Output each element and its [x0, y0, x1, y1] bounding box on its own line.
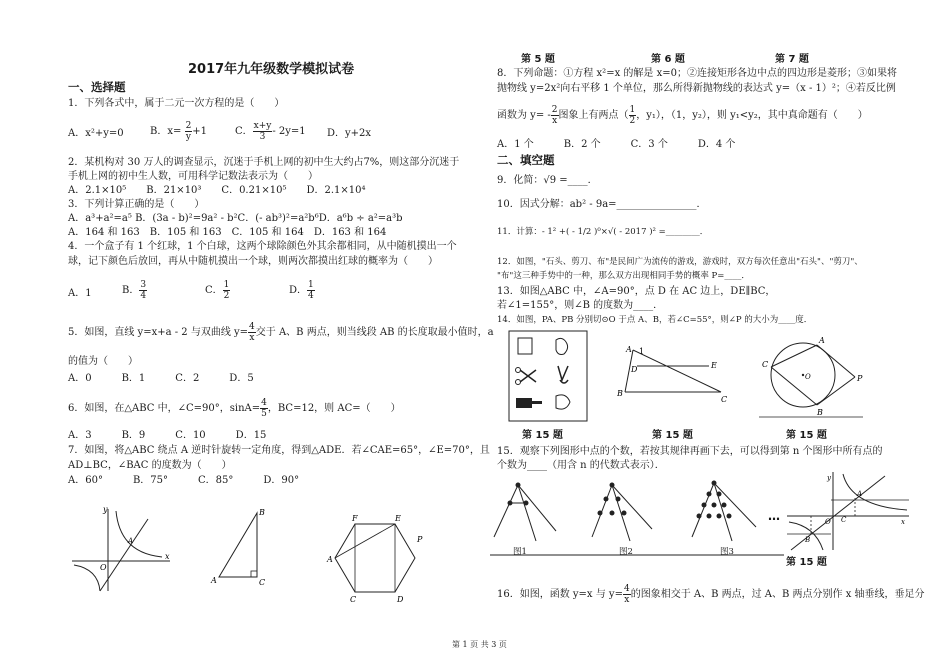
q4-c-fraction [223, 280, 231, 301]
caption-q6: 第 6 题 [651, 54, 685, 65]
q6-figure [205, 505, 275, 587]
q16-prefix: 16．如图，函数 y=x 与 y= [497, 589, 623, 600]
question-7-line-1: 7．如图，将△ABC 绕点 A 逆时针旋转一定角度，得到△ADE．若∠CAE=65°，∠E=70°，且 [68, 445, 490, 456]
dot-pattern-1 [494, 483, 556, 542]
question-15-line-2: 个数为____（用含 n 的代数式表示）． [497, 460, 665, 471]
q4-d-denominator: 4 [308, 291, 314, 301]
q4-b-numerator: 3 [140, 280, 147, 290]
q16-suffix: 的图象相交于 A、B 两点，过 A、B 两点分别作 x 轴垂线，垂足分 [630, 589, 925, 600]
q1-option-c [235, 121, 306, 142]
svg-text:C: C [350, 595, 357, 604]
svg-text:A: A [857, 490, 863, 498]
caption-q15: 第 15 题 [786, 557, 827, 568]
q1-option-a: A．x²+y=0 [68, 128, 124, 139]
question-2-line-2: 手机上网的初中生人数，可用科学记数法表示为（ ） [68, 171, 318, 182]
question-12-line-1: 12．如图，"石头、剪刀、布"是民间广为流传的游戏，游戏时，双方每次任意出"石头"、"剪刀"、 [497, 257, 863, 267]
question-5-line-2: 的值为（ ） [68, 356, 138, 367]
q1-c-suffix: - 2y=1 [272, 126, 306, 137]
svg-text:A: A [327, 555, 333, 564]
svg-text:F: F [352, 514, 358, 523]
question-8-line-1: 8．下列命题：①方程 x²=x 的解是 x=0；②连接矩形各边中点的四边形是菱形；③如果将 [497, 68, 897, 79]
q4-option-c [205, 280, 230, 301]
q8-prefix: 函数为 y= - [497, 110, 551, 121]
q16-fraction [623, 584, 631, 605]
svg-text:B: B [617, 389, 623, 398]
question-8-line-2: 抛物线 y=2x²向右平移 1 个单位，那么所得新抛物线的表达式 y=（x - 1）²；④若反比例 [497, 83, 896, 94]
svg-text:E: E [711, 361, 717, 370]
ellipsis: … [768, 509, 780, 523]
q4-b-fraction [139, 280, 147, 301]
question-2-line-1: 2．某机构对 30 万人的调查显示，沉迷于手机上网的初中生大约占7%，则这部分沉迷于 [68, 157, 460, 168]
q16-denominator: x [624, 595, 630, 605]
caption-q12: 第 15 题 [522, 430, 563, 441]
caption-q7: 第 7 题 [775, 54, 809, 65]
svg-text:1: 1 [639, 347, 645, 356]
svg-text:C: C [762, 360, 769, 369]
q8-denominator: x [552, 116, 558, 126]
q6-fraction [260, 398, 268, 419]
question-7-options: A．60° B．75° C．85° D．90° [68, 475, 300, 486]
svg-text:C: C [841, 516, 847, 524]
svg-text:x: x [901, 518, 905, 526]
q1-option-d: D．y+2x [327, 128, 372, 139]
question-10: 10．因式分解：ab² - 9a=________________． [497, 199, 707, 210]
q14-figure [757, 333, 865, 419]
q5-figure [70, 503, 175, 593]
svg-text:P: P [857, 374, 863, 383]
dot-pattern-2 [592, 483, 652, 542]
svg-text:x: x [165, 552, 170, 561]
q4-b-denominator: 4 [140, 291, 147, 301]
svg-text:B: B [805, 536, 811, 544]
question-5-options: A．0 B．1 C．2 D．5 [68, 373, 254, 384]
q1-b-suffix: +1 [192, 126, 208, 137]
q4-c-denominator: 2 [223, 291, 230, 301]
svg-text:y: y [827, 474, 831, 482]
svg-text:O: O [825, 518, 831, 526]
caption-q13: 第 15 题 [652, 430, 693, 441]
q1-b-numerator: 2 [185, 121, 192, 131]
q8-numerator-2: 1 [629, 105, 636, 115]
q1-c-prefix: C． [235, 126, 253, 137]
q1-c-denominator: 3 [259, 132, 266, 142]
question-3-options: A．a³+a²=a⁵ B．(3a - b)²=9a² - b²C．(- ab³)²=a²b⁶D．a⁶b ÷ a²=a³b [68, 213, 403, 224]
svg-text:O: O [100, 563, 107, 572]
q8-fraction [551, 105, 559, 126]
page-title: 2017年九年级数学模拟试卷 [188, 62, 355, 77]
q6-prefix: 6．如图，在△ABC 中，∠C=90°，sinA= [68, 403, 261, 414]
svg-text:A: A [128, 537, 134, 545]
page-footer: 第 1 页 共 3 页 [452, 640, 507, 649]
question-4-line-2: 球，记下颜色后放回，再从中随机摸出一个球，则两次都摸出红球的概率为（ ） [68, 256, 438, 267]
q8-numerator: 2 [551, 105, 558, 115]
q4-d-numerator: 1 [308, 280, 314, 290]
question-6 [68, 398, 401, 419]
q6-suffix: ，BC=12，则 AC=（ ） [267, 403, 401, 414]
q4-c-numerator: 1 [223, 280, 230, 290]
q5-suffix: 交于 A、B 两点，则当线段 AB 的长度取最小值时，a [255, 327, 494, 338]
question-4-line-1: 4．一个盒子有 1 个红球，1 个白球，这两个球除颜色外其余都相同，从中随机摸出一个 [68, 241, 457, 252]
figure-2-label: 图2 [619, 547, 633, 557]
question-1: 1．下列各式中，属于二元一次方程的是（ ） [68, 98, 285, 109]
section-choice-heading: 一、选择题 [68, 80, 126, 94]
question-9: 9．化简：√9 =____． [497, 175, 598, 186]
q6-denominator: 5 [261, 409, 267, 419]
svg-text:B: B [817, 408, 823, 417]
question-5-line-1 [68, 322, 494, 343]
q4-c-prefix: C． [205, 285, 223, 296]
question-14: 14．如图，PA、PB 分别切⊙O 于点 A、B，若∠C=55°，则∠P 的大小为____度． [497, 315, 813, 325]
question-16 [497, 584, 925, 605]
section-fill-heading: 二、填空题 [497, 153, 555, 167]
svg-text:A: A [626, 345, 632, 354]
question-13-line-1: 13．如图△ABC 中，∠A=90°，点 D 在 AC 边上，DE∥BC， [497, 286, 776, 297]
q5-prefix: 5．如图，直线 y=x+a - 2 与双曲线 y= [68, 327, 249, 338]
q6-numerator: 4 [261, 398, 267, 408]
q1-option-b [150, 121, 207, 142]
svg-text:y: y [103, 505, 108, 514]
q12-figure [508, 330, 588, 422]
caption-q5: 第 5 题 [521, 54, 555, 65]
question-13-line-2: 若∠1=155°，则∠B 的度数为____． [497, 300, 664, 311]
q5-numerator: 4 [249, 322, 255, 332]
q1-b-prefix: B．x= [150, 126, 182, 137]
q8-suffix: ，y₁），（1，y₂），则 y₁<y₂，其中真命题有（ ） [636, 110, 868, 121]
question-2-options: A．2.1×10⁵ B．21×10³ C．0.21×10⁵ D．2.1×10⁴ [68, 185, 366, 196]
question-15-line-1: 15．观察下列图形中点的个数，若按其规律再画下去，可以得到第 n 个图形中所有点的 [497, 446, 883, 457]
caption-q14: 第 15 题 [786, 430, 827, 441]
q4-option-d [289, 280, 315, 301]
q4-d-prefix: D． [289, 285, 308, 296]
svg-text:D: D [397, 595, 404, 604]
q1-c-numerator: x+y [253, 121, 272, 131]
svg-text:C: C [259, 578, 266, 587]
q4-option-b [122, 280, 147, 301]
q16-numerator: 4 [623, 584, 630, 594]
svg-text:B: B [259, 508, 265, 517]
q1-b-denominator: y [185, 132, 191, 142]
q16-figure [785, 470, 911, 552]
question-11: 11．计算：- 1² +( - 1/2 )⁰×√( - 2017 )² =________． [497, 227, 709, 237]
svg-text:E: E [395, 514, 401, 523]
q4-d-fraction [307, 280, 315, 301]
question-3: 3．下列计算正确的是（ ） [68, 199, 205, 210]
svg-text:C: C [721, 395, 728, 404]
q4-b-prefix: B． [122, 285, 140, 296]
question-12-line-2: "布"这三种手势中的一种，那么双方出现相同手势的概率 P=____． [497, 271, 750, 281]
q13-figure [617, 344, 729, 404]
question-6-options: A．3 B．9 C．10 D．15 [68, 430, 267, 441]
question-8-options: A．1 个 B．2 个 C．3 个 D．4 个 [497, 139, 736, 150]
question-7-line-2: AD⊥BC，∠BAC 的度数为（ ） [68, 460, 232, 471]
question-3-options-2: A．164 和 163 B．105 和 163 C．105 和 164 D．163 和 164 [68, 227, 387, 238]
q5-fraction [248, 322, 256, 343]
q15-figure [488, 475, 788, 565]
figure-3-label: 图3 [720, 547, 734, 557]
q4-option-a: A．1 [68, 288, 92, 299]
q1-c-fraction [253, 121, 273, 142]
svg-text:O: O [805, 373, 811, 381]
svg-text:P: P [417, 535, 423, 544]
q5-denominator: x [249, 333, 255, 343]
q8-middle: 图象上有两点（ [558, 110, 629, 121]
svg-text:D: D [631, 365, 638, 374]
figure-1-label: 图1 [513, 547, 527, 557]
question-8-line-3 [497, 105, 868, 126]
q7-figure [325, 512, 425, 604]
dot-pattern-3 [692, 481, 756, 542]
svg-text:A: A [211, 576, 217, 585]
q8-denominator-2: 2 [629, 116, 636, 126]
svg-text:A: A [819, 336, 825, 345]
